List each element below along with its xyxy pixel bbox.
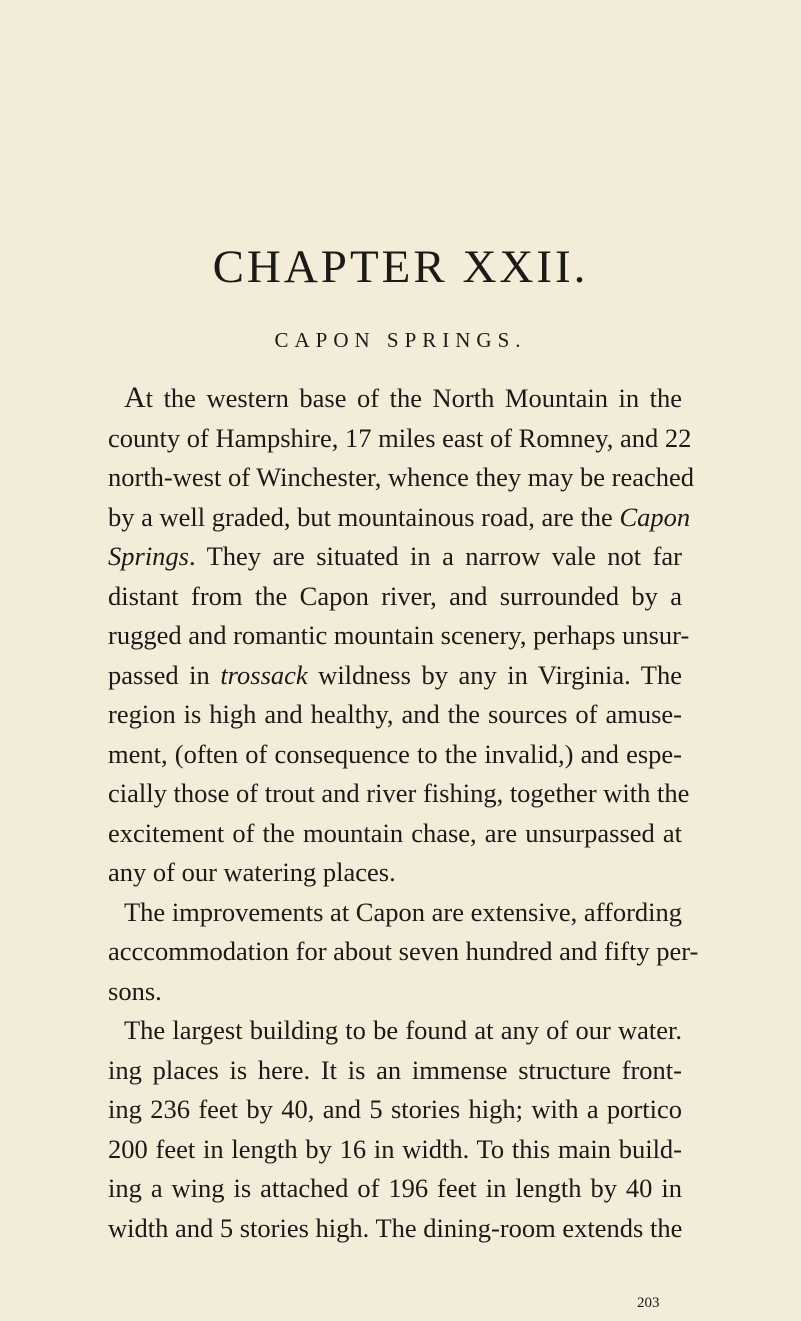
text-line: ment, (often of consequence to the invalid,) and espe- [108,738,682,769]
text-line: distant from the Capon river, and surrounded by a [108,580,682,611]
text-line: width and 5 stories high. The dining-room extends the [108,1212,683,1243]
text-line: The largest building to be found at any of our water. [124,1015,682,1045]
text-line: any of our watering places. [108,857,396,887]
chapter-title: CHAPTER XXII. [212,241,589,293]
section-title: CAPON SPRINGS. [274,328,527,352]
paragraph-3 [108,1011,682,1248]
text-line: north-west of Winchester, whence they may be reached [108,462,695,492]
text-line: acccommodation for about seven hundred and fifty per- [108,936,699,966]
text-line: At the western base of the North Mountain in the [124,381,682,414]
text-line: county of Hampshire, 17 miles east of Romney, and 22 [108,422,692,453]
text-line: The improvements at Capon are extensive, affording [124,896,683,927]
body-text [108,378,699,1248]
text-line [108,656,682,696]
text-line: sons. [108,975,162,1006]
text-line [108,498,691,538]
text-line-start: Springs. They are situated in a narrow vale not far [108,541,682,571]
page-number: 203 [637,1295,660,1311]
text-line: ing places is here. It is an immense structure front- [108,1054,682,1085]
italic-term: Springs [108,541,189,571]
italic-term: Capon [619,501,691,532]
paragraph-1 [108,378,695,893]
text-line: excitement of the mountain chase, are unsurpassed at [108,817,682,848]
text-line [108,537,682,577]
text-line: cially those of trout and river fishing, together with the [108,778,690,808]
text-line: ing a wing is attached of 196 feet in length by 40 in [108,1173,682,1203]
text-line-start: passed in trossack wildness by any in Virginia. The [108,659,683,690]
text-line: ing 236 feet by 40, and 5 stories high; with a portico [108,1094,682,1124]
text-line: 200 feet in length by 16 in width. To this main build- [108,1133,682,1164]
text-line-rest: t the western base of the North Mountain in the [145,383,682,413]
italic-term: trossack [220,659,308,690]
text-line-start: by a well graded, but mountainous road, are the Capon [108,501,691,532]
text-line: rugged and romantic mountain scenery, perhaps unsur- [108,620,690,650]
paragraph-2 [108,893,699,1012]
text-line: region is high and healthy, and the sources of amuse- [108,699,682,729]
